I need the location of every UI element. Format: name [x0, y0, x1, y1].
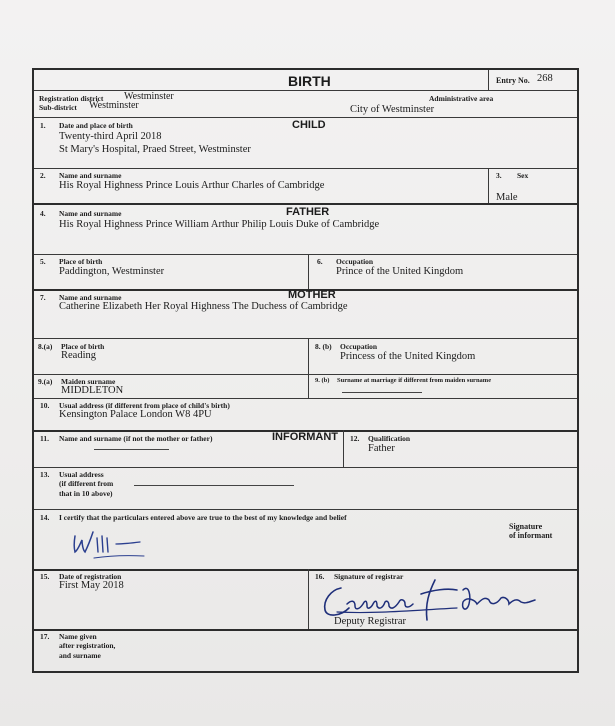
- administrative-area-value: City of Westminster: [350, 104, 435, 115]
- divider: [34, 203, 577, 205]
- field-8a-label: Place of birth: [61, 342, 105, 351]
- field-7-label: Name and surname: [59, 293, 122, 302]
- certificate-title: BIRTH: [288, 73, 331, 89]
- registrar-role: Deputy Registrar: [334, 616, 407, 627]
- field-number: 17.: [40, 632, 50, 641]
- field-17-label: Name given: [59, 632, 97, 641]
- field-number: 14.: [40, 513, 50, 522]
- section-child: CHILD: [292, 119, 326, 131]
- field-6-value: Prince of the United Kingdom: [336, 266, 464, 277]
- divider: [343, 430, 344, 467]
- field-number: 13.: [40, 470, 50, 479]
- field-number: 15.: [40, 572, 50, 581]
- divider: [308, 569, 309, 629]
- field-1-date: Twenty-third April 2018: [59, 131, 162, 142]
- field-number: 2.: [40, 171, 46, 180]
- section-informant: INFORMANT: [272, 431, 338, 443]
- sub-district-label: Sub-district: [39, 103, 77, 112]
- field-number: 12.: [350, 434, 360, 443]
- field-1-place: St Mary's Hospital, Praed Street, Westminster: [59, 144, 251, 155]
- entry-no-label: Entry No.: [496, 76, 530, 85]
- divider: [488, 70, 489, 90]
- field-9a-label: Maiden surname: [61, 377, 116, 386]
- entry-no-value: 268: [537, 73, 553, 84]
- field-2-label: Name and surname: [59, 171, 122, 180]
- informant-signature-label: of informant: [509, 531, 553, 540]
- field-15-value: First May 2018: [59, 580, 124, 591]
- blank-line: [342, 392, 422, 393]
- divider: [34, 168, 577, 169]
- field-number: 6.: [317, 257, 323, 266]
- field-number: 8.(a): [38, 342, 53, 351]
- administrative-area-label: Administrative area: [429, 94, 494, 103]
- field-10-value: Kensington Palace London W8 4PU: [59, 409, 212, 420]
- field-number: 8. (b): [315, 342, 332, 351]
- field-12-label: Qualification: [368, 434, 411, 443]
- field-8b-value: Princess of the United Kingdom: [340, 351, 476, 362]
- field-1-label: Date and place of birth: [59, 121, 133, 130]
- divider: [34, 398, 577, 399]
- blank-line: [134, 485, 294, 486]
- field-7-value: Catherine Elizabeth Her Royal Highness The Duchess of Cambridge: [59, 301, 348, 312]
- field-number: 3.: [496, 171, 502, 180]
- field-number: 4.: [40, 209, 46, 218]
- field-10-label: Usual address (if different from place of child's birth): [59, 401, 230, 410]
- field-16-label: Signature of registrar: [334, 572, 404, 581]
- divider: [34, 509, 577, 510]
- section-mother: MOTHER: [288, 289, 336, 301]
- field-13-label: (if different from: [59, 479, 114, 488]
- birth-certificate-form: [32, 68, 579, 673]
- field-13-label: Usual address: [59, 470, 104, 479]
- field-5-value: Paddington, Westminster: [59, 266, 165, 277]
- field-15-label: Date of registration: [59, 572, 122, 581]
- field-17-label: after registration,: [59, 641, 116, 650]
- registration-district-value: Westminster: [124, 91, 174, 102]
- divider: [488, 168, 489, 203]
- field-number: 7.: [40, 293, 46, 302]
- divider: [34, 254, 577, 255]
- field-number: 5.: [40, 257, 46, 266]
- blank-line: [94, 449, 169, 450]
- field-9b-label: Surname at marriage if different from maiden surname: [337, 377, 492, 384]
- field-number: 16.: [315, 572, 325, 581]
- field-number: 11.: [40, 434, 49, 443]
- divider: [34, 374, 577, 375]
- registration-district-label: Registration district: [39, 94, 104, 103]
- field-number: 10.: [40, 401, 50, 410]
- field-17-label: and surname: [59, 651, 101, 660]
- field-14-label: I certify that the particulars entered above are true to the best of my knowledge and belief: [59, 513, 347, 522]
- field-9a-value: MIDDLETON: [61, 385, 124, 396]
- field-2-value: His Royal Highness Prince Louis Arthur Charles of Cambridge: [59, 180, 325, 191]
- divider: [34, 90, 577, 91]
- field-8b-label: Occupation: [340, 342, 378, 351]
- divider: [308, 254, 309, 289]
- section-father: FATHER: [286, 206, 330, 218]
- field-3-label: Sex: [517, 171, 529, 180]
- divider: [34, 629, 577, 631]
- field-8a-value: Reading: [61, 350, 96, 361]
- divider: [34, 569, 577, 571]
- field-4-value: His Royal Highness Prince William Arthur Philip Louis Duke of Cambridge: [59, 219, 380, 230]
- field-6-label: Occupation: [336, 257, 374, 266]
- field-number: 9. (b): [315, 377, 330, 384]
- field-number: 9.(a): [38, 377, 53, 386]
- field-4-label: Name and surname: [59, 209, 122, 218]
- informant-signature: [72, 528, 152, 564]
- divider: [34, 117, 577, 118]
- informant-signature-label: Signature: [509, 522, 543, 531]
- field-13-label: that in 10 above): [59, 489, 113, 498]
- field-11-label: Name and surname (if not the mother or father): [59, 434, 213, 443]
- field-5-label: Place of birth: [59, 257, 103, 266]
- divider: [308, 338, 309, 398]
- divider: [34, 338, 577, 339]
- field-12-value: Father: [368, 443, 395, 454]
- divider: [34, 467, 577, 468]
- field-3-value: Male: [496, 192, 518, 203]
- field-number: 1.: [40, 121, 46, 130]
- sub-district-value: Westminster: [89, 100, 139, 111]
